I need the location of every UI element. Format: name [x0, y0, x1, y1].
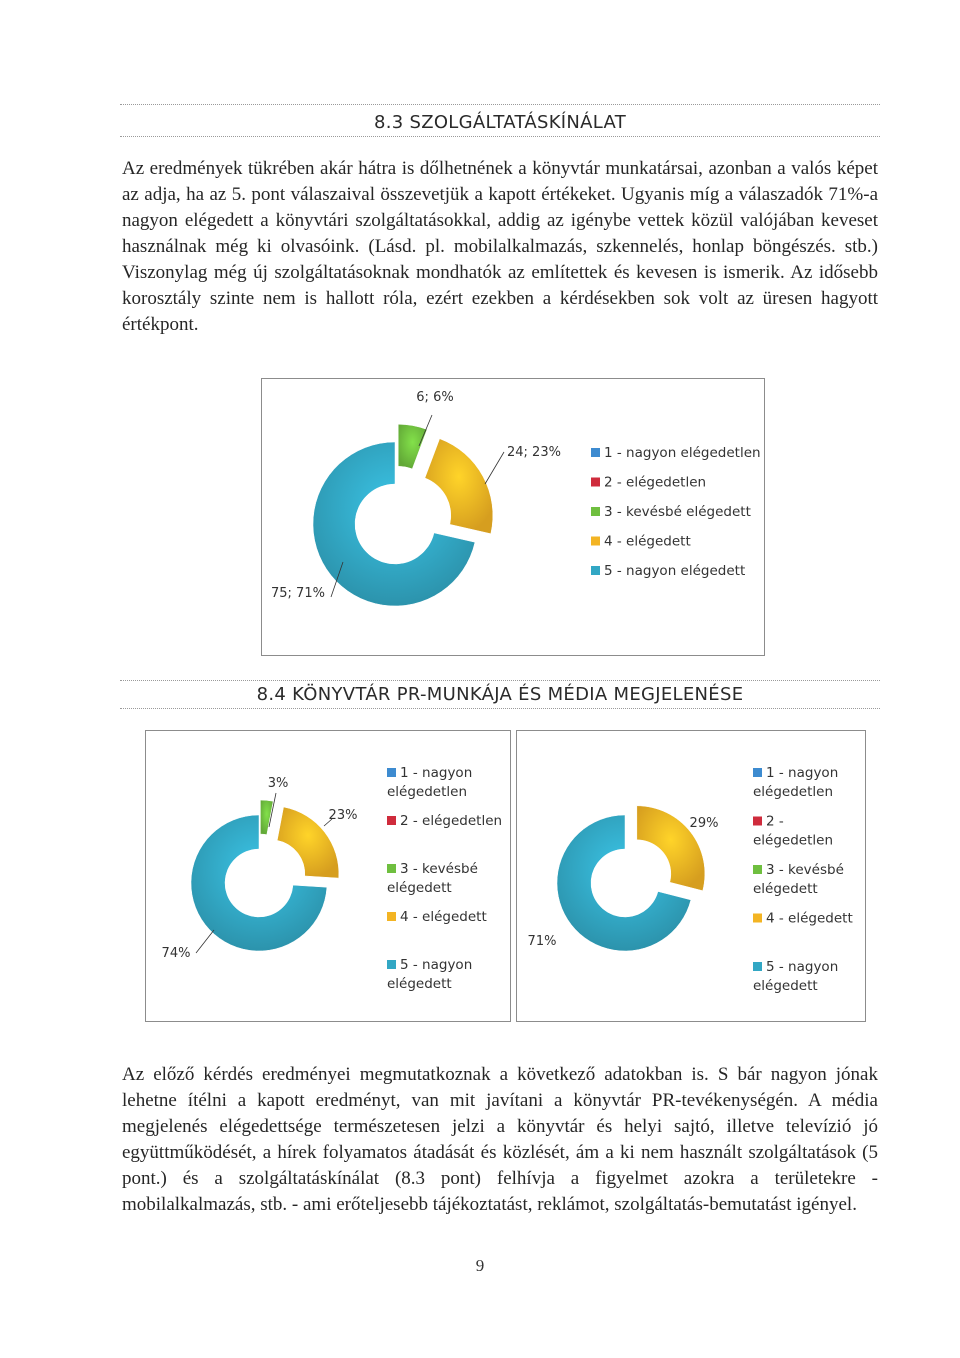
legend-label-5: 5 - nagyon elégedett [604, 563, 746, 579]
legend-label-4: 4 - elégedett [766, 910, 853, 927]
donut-chart-service-satisfaction [262, 379, 764, 655]
chart-frame-pr-left [145, 730, 511, 1022]
legend-swatch-5 [591, 566, 600, 575]
legend-swatch-5 [753, 962, 762, 971]
legend-label-1: 1 - nagyon elégedetlen [387, 765, 473, 800]
legend-swatch-2 [753, 817, 762, 826]
legend-label-3: 3 - kevésbé elégedett [604, 504, 751, 520]
legend-label-4: 4 - elégedett [604, 533, 691, 550]
page-number: 9 [475, 1256, 485, 1275]
data-label-4: 23% [328, 808, 358, 823]
legend-label-2: 2 - elégedetlen [604, 474, 707, 491]
donut-chart-pr-right [517, 731, 865, 1021]
leader-line-5 [196, 930, 214, 953]
legend-label-2: 2 -elégedetlen [753, 813, 834, 849]
data-label-4: 24; 23% [507, 445, 561, 460]
chart-frame-pr-right [516, 730, 866, 1022]
leader-line-4 [485, 452, 504, 484]
rule-below-heading [120, 136, 880, 137]
legend-swatch-4 [753, 914, 762, 923]
rule-top [120, 104, 880, 105]
legend-swatch-5 [387, 960, 396, 969]
legend-label-4: 4 - elégedett [400, 909, 487, 925]
legend-swatch-2 [387, 816, 396, 825]
paragraph-pr-media [122, 1062, 878, 1218]
legend-label-5: 5 - nagyon elégedett [753, 959, 839, 994]
chart-frame-service-satisfaction [261, 378, 765, 656]
paragraph-text-2: Az előző kérdés eredményei megmutatkoznak a következő adatokban is. S bár nagyon jónak lehetne ítélni a kapott eredményt, van mit javítani a könyvtár PR-tevékenységén. A média megjelenés elégedettsége természetesen jelzi a könyvtár és helyi sajtó, illetve televízió jó együttműködését, a hírek folyamatos átadását és közlését, ám a ki nem használt szolgáltatások (5 pont.) és a szolgáltatáskínálat (8.3 pont) felhívja a figyelmet azokra a területekre - mobilalkalmazás, stb. - ami erőteljesebb tájékoztatást, reklámot, szolgáltatás-bemutatást igényel. [122, 1064, 878, 1215]
data-label-4: 29% [689, 816, 719, 831]
legend-swatch-4 [387, 912, 396, 921]
legend-swatch-2 [591, 478, 600, 487]
legend-label-3: 3 - kevésbé elégedett [387, 861, 478, 896]
legend-label-5: 5 - nagyon elégedett [387, 957, 473, 992]
data-label-3: 6; 6% [416, 390, 454, 405]
rule-below-heading-8-4 [120, 708, 880, 709]
section-heading-8-4: 8.4 KÖNYVTÁR PR-MUNKÁJA ÉS MÉDIA MEGJELENÉSE [256, 684, 744, 705]
rule-top-8-4 [120, 680, 880, 681]
legend-swatch-1 [387, 768, 396, 777]
legend-swatch-3 [591, 507, 600, 516]
data-label-5: 74% [161, 946, 191, 961]
legend-label-1: 1 - nagyon elégedetlen [753, 765, 839, 800]
legend-label-3: 3 - kevésbé elégedett [753, 862, 844, 897]
paragraph-service-offer [122, 156, 878, 338]
data-label-3: 3% [267, 776, 289, 791]
legend-label-1: 1 - nagyon elégedetlen [604, 445, 761, 461]
legend-swatch-4 [591, 537, 600, 546]
legend-swatch-1 [591, 448, 600, 457]
paragraph-text: Az eredmények tükrében akár hátra is dőlhetnének a könyvtár munkatársai, azonban a valós képet az adja, ha az 5. pont válaszaival összevetjük a kapott értékeket. Ugyanis míg a válaszadók 71%-a nagyon elégedett a könyvtári szolgáltatásokkal, addig az igénybe vettek közül valójában keveset használnak még ki olvasóink. (Lásd. pl. mobilalkalmazás, szkennelés, honlap böngészés. stb.) Viszonylag még új szolgáltatásoknak mondhatók az említettek és kevesen is ismerik. Az idősebb korosztály szinte nem is hallott róla, ezért ezekben a kérdésekben sok volt az üresen hagyott értékpont. [122, 158, 878, 335]
section-heading-8-3: 8.3 SZOLGÁLTATÁSKÍNÁLAT [373, 112, 627, 133]
donut-slice-3 [398, 424, 427, 469]
data-label-5: 71% [527, 934, 557, 949]
donut-chart-pr-left [146, 731, 510, 1021]
legend-label-2: 2 - elégedetlen [400, 813, 503, 829]
legend-swatch-1 [753, 768, 762, 777]
data-label-5: 75; 71% [271, 586, 325, 601]
donut-slice-4 [425, 439, 493, 534]
legend-swatch-3 [387, 864, 396, 873]
legend-swatch-3 [753, 865, 762, 874]
